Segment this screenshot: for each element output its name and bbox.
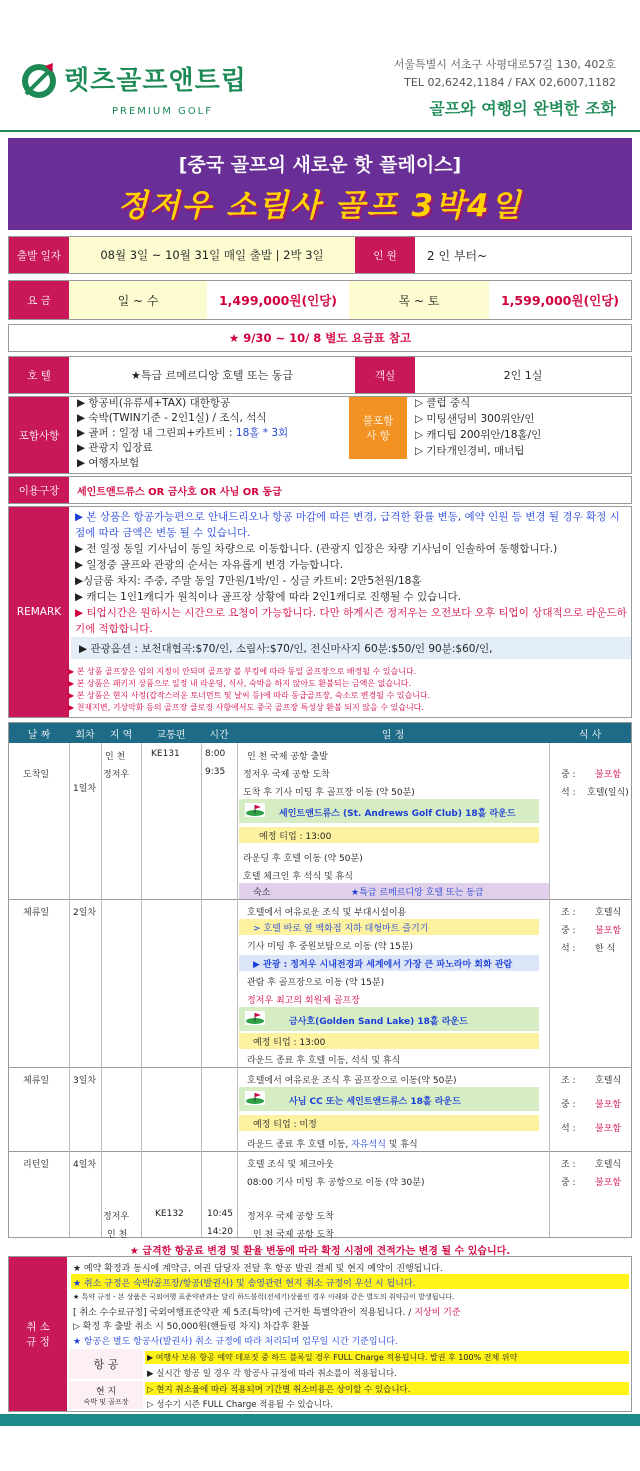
- day1-item7: 호텔 체크인 후 석식 및 휴식: [243, 872, 353, 882]
- day4-item2: 08:00 기사 미팅 후 공항으로 이동 (약 30분): [247, 1178, 425, 1188]
- remark-line-2: ▶ 전 일정 동일 기사님이 동일 차량으로 이동합니다. (관광지 입장은 차량 기사님이 인솔하여 동행합니다.): [75, 543, 558, 555]
- cancel-line-2: ★ 취소 규정은 숙박/골프장/항공(발권사) 및 송영관련 현지 취소 규정이 우선 시 됩니다.: [73, 1279, 416, 1289]
- room-value: 2인 1실: [503, 369, 543, 382]
- day2-item3: 기사 미팅 후 중원보탑으로 이동 (약 15분): [247, 942, 414, 952]
- include-2: ▶ 숙박(TWIN기준 - 2인1실) / 조식, 석식: [77, 412, 267, 424]
- row-divider-2: [9, 1067, 631, 1068]
- local-label: 현 지: [95, 1386, 117, 1397]
- col-line-5: [237, 743, 238, 1237]
- slogan: 골프와 여행의 완벽한 조화: [429, 99, 616, 118]
- banner-subtitle: [중국 골프의 새로운 핫 플레이스]: [178, 154, 462, 176]
- row-divider-3: [9, 1151, 631, 1152]
- col-meals: 식 사: [549, 723, 631, 743]
- day4-item4: 인 천 국제 공항 도착: [253, 1230, 334, 1240]
- day4-t1: 10:45: [207, 1209, 233, 1219]
- day2-item2: > 호텔 바로 옆 백화점 지하 대형마트 즐기기: [253, 924, 429, 934]
- remark-line-3: ▶ 일정중 골프와 관광의 순서는 자유롭게 변경 가능합니다.: [75, 559, 344, 571]
- day4-meal2-label: 중 :: [561, 1178, 576, 1188]
- day2-item5: 관람 후 골프장으로 이동 (약 15분): [247, 978, 385, 988]
- day4-flight: KE132: [155, 1209, 184, 1219]
- golf-flag-icon: [245, 803, 265, 817]
- depart-row: [8, 236, 632, 274]
- day3-meal2: 불포함: [595, 1100, 622, 1110]
- day2-date: 체류일: [23, 908, 50, 918]
- day1-item2: 정저우 국제 공항 도착: [243, 770, 330, 780]
- day3-teeup: 예정 티업 : 미정: [253, 1120, 317, 1130]
- hotel-row: [8, 356, 632, 394]
- col-time: 시간: [201, 723, 237, 743]
- course-value: 세인트앤드류스 OR 금사호 OR 사님 OR 동급: [77, 486, 282, 498]
- cancel-line-6: ★ 항공은 별도 항공사(발권사) 취소 규정에 따라 처리되며 업무일 시간 기준입니다.: [73, 1337, 398, 1347]
- col-day: 회차: [69, 723, 101, 743]
- day1-t2: 9:35: [205, 767, 226, 777]
- price-note-row: [8, 324, 632, 352]
- day3-meal2-label: 중 :: [561, 1100, 576, 1110]
- exclude-4: ▷ 기타개인경비, 매너팁: [415, 445, 525, 457]
- cancel-line-5: ▷ 확정 후 출발 취소 시 50,000원(핸들링 차지) 차감후 환불: [73, 1322, 310, 1332]
- col-date: 날 짜: [9, 723, 69, 743]
- day4-n: 4일차: [73, 1160, 97, 1170]
- include-5: ▶ 여행자보험: [77, 457, 140, 469]
- day4-meal1: 호텔식: [595, 1160, 622, 1170]
- weekend-label: 목 ~ 토: [349, 281, 489, 319]
- day3-meal1-label: 조 :: [561, 1076, 576, 1086]
- day2-item4: ▶ 관광 : 정저우 시내전경과 세계에서 가장 큰 파노라마 회화 관람: [253, 960, 513, 970]
- day1-meal1: 불포함: [595, 770, 622, 780]
- day1-city2: 정저우: [103, 770, 130, 780]
- small-note-1: ▶ 본 상품 골프장은 임의 지정이 안되며 골프장 볼 부킹에 따라 동일 골프장으로 배정될 수 있습니다.: [68, 667, 417, 676]
- col-line-4: [201, 743, 202, 1237]
- day4-city2: 인 천: [107, 1230, 128, 1240]
- golf-flag-icon-3: [245, 1091, 265, 1105]
- weekend-price: 1,599,000원(인당): [500, 293, 620, 308]
- day2-meal2: 불포함: [595, 926, 622, 936]
- day4-item3: 정저우 국제 공항 도착: [247, 1212, 334, 1222]
- day4-date: 리턴일: [23, 1160, 50, 1170]
- row-divider-1: [9, 899, 631, 900]
- day2-meal2-label: 중 :: [561, 926, 576, 936]
- excludes-label: 불포함 사 항: [349, 397, 407, 459]
- hotel-label: 호 텔: [9, 357, 69, 393]
- day1-item3: 도착 후 기사 미팅 후 골프장 이동 (약 50분): [243, 788, 415, 798]
- day1-flight: KE131: [151, 749, 180, 759]
- small-note-2: ▶ 본 상품은 패키지 상품으로 일정 내 라운딩, 식사, 숙박을 하지 않아도 환불되는 금액은 없습니다.: [68, 679, 412, 688]
- course-label: 이용구장: [9, 477, 69, 503]
- local-sub: 숙박 및 골프장: [83, 1397, 129, 1406]
- depart-label: 출발 일자: [9, 237, 69, 273]
- col-line-3: [141, 743, 142, 1237]
- exclude-1: ▷ 클럽 중식: [415, 397, 471, 409]
- hotel-value: ★특급 르메르디앙 호텔 또는 동급: [131, 369, 293, 382]
- remark-line-1: ▶ 본 상품은 항공가능편으로 안내드리오나 항공 마감에 따른 변경, 급격한 환률 변동, 예약 인원 등 변경 될 경우 확정 시점에 따라 금액은 변동 될 수 있습니다.: [75, 511, 620, 539]
- day3-meal3: 불포함: [595, 1124, 622, 1134]
- weekday-label: 일 ~ 수: [69, 281, 207, 319]
- header-divider: [0, 130, 640, 132]
- col-city: 지 역: [101, 723, 141, 743]
- banner-title: 정저우 소림사 골프 3박4일: [117, 188, 523, 224]
- cancel-line-4-text: [ 취소 수수료규정] 국외여행표준약관 제 5조(특약)에 근거한 특별약관이 적용됩니다. /: [73, 1308, 415, 1318]
- air-line-1: ▶ 여행사 보유 항공 예약 데포짓 중 하드 블록일 경우 FULL Charge 적용됩니다. 발권 후 100% 전체 위약: [147, 1353, 518, 1362]
- pax-label: 인 원: [355, 237, 415, 273]
- includes-label: 포함사항: [9, 397, 69, 473]
- day2-item9: 라운드 종료 후 호텔 이동, 석식 및 휴식: [247, 1056, 401, 1066]
- price-change-notice: ★ 급격한 항공료 변경 및 환율 변동에 따라 확정 시점에 견적가는 변경 될 수 있습니다.: [129, 1246, 511, 1257]
- include-1: ▶ 항공비(유류세+TAX) 대한항공: [77, 397, 231, 409]
- option-line: ▶ 관광옵션 : 보천대협곡:$70/인, 소림사:$70/인, 전신마사지 60분:$50/인 90분:$60/인,: [71, 637, 631, 659]
- exclude-2: ▷ 미팅샌딩비 300위안/인: [415, 413, 535, 425]
- cancel-line-4-red: 지상비 기준: [414, 1308, 461, 1318]
- footer-bar: [0, 1414, 640, 1426]
- day4-item1: 호텔 조식 및 체크아웃: [247, 1160, 334, 1170]
- includes-row: [8, 396, 632, 474]
- header: [0, 0, 640, 140]
- day1-golf: 세인트앤드류스 (St. Andrews Golf Club) 18홀 라운드: [279, 809, 516, 819]
- day2-item1: 호텔에서 여유로운 조식 및 부대시설이용: [247, 908, 407, 918]
- remark-list: [75, 509, 627, 637]
- day3-n: 3일차: [73, 1076, 97, 1086]
- col-transport: 교통편: [141, 723, 201, 743]
- remark-small-notes: [68, 666, 628, 714]
- col-line-1: [69, 743, 70, 1237]
- day1-stay-label: 숙소: [253, 888, 271, 898]
- day3-item4: [247, 1137, 418, 1150]
- price-label: 요 금: [9, 281, 69, 319]
- day1-item1: 인 천 국제 공항 출발: [247, 752, 328, 762]
- day2-teeup: 예정 티업 : 13:00: [253, 1038, 326, 1048]
- remark-label: REMARK: [9, 507, 69, 717]
- tel-fax: TEL 02,6242,1184 / FAX 02,6007,1182: [404, 76, 616, 89]
- logo-subtitle: PREMIUM GOLF: [112, 106, 213, 117]
- day2-n: 2일차: [73, 908, 97, 918]
- day4-meal1-label: 조 :: [561, 1160, 576, 1170]
- day1-city1: 인 천: [105, 752, 126, 762]
- cancel-line-1: ★ 예약 확정과 동시에 계약금, 여권 담당자 전달 후 항공 발권 결제 및 현지 예약이 진행됩니다.: [73, 1264, 443, 1274]
- local-line-1: ▷ 현지 취소율에 따라 적용되며 기간별 취소비용은 상이할 수 있습니다.: [147, 1385, 411, 1395]
- include-4: ▶ 관광지 입장료: [77, 442, 153, 454]
- logo-name: 렛츠골프앤트립: [64, 66, 247, 96]
- title-banner: [8, 138, 632, 230]
- day1-stay-value: ★특급 르메르디앙 호텔 또는 동급: [351, 888, 484, 898]
- cancel-line-3: ★ 특약 규정 - 본 상품은 국외여행 표준약관과는 달리 하드블럭(전세기)상품인 경우 아래와 같은 별도의 취약금이 발생됩니다.: [73, 1293, 455, 1301]
- day2-meal1-label: 조 :: [561, 908, 576, 918]
- air-label: 항 공: [69, 1349, 143, 1379]
- day3-item4-b: 자유석식: [351, 1140, 386, 1150]
- col-itinerary: 일 정: [237, 723, 549, 743]
- day2-meal1: 호텔식: [595, 908, 622, 918]
- air-line-2: ▶ 실시간 항공 일 경우 각 항공사 규정에 따라 취소를이 적용됩니다.: [147, 1369, 397, 1379]
- cancel-policy: [8, 1256, 632, 1412]
- day4-t2: 14:20: [207, 1227, 233, 1237]
- depart-value: 08월 3일 ~ 10월 31일 매일 출발 | 2박 3일: [100, 248, 324, 262]
- include-3: [77, 425, 288, 441]
- include-3-text: ▶ 골퍼 : 일정 내 그린피+카트비 :: [77, 427, 236, 439]
- day3-item4-a: 라운드 종료 후 호텔 이동,: [247, 1140, 352, 1150]
- golf-holes: 18홀 * 3회: [235, 427, 289, 439]
- day1-teeup: 예정 티업 : 13:00: [259, 832, 332, 842]
- remark-line-6: ▶ 티업시간은 원하시는 시간으로 요청이 가능합니다. 다만 하계시즌 정저우는 오전보다 오후 티업이 상대적으로 라운드하기에 적합합니다.: [75, 607, 627, 635]
- day4-meal2: 불포함: [595, 1178, 622, 1188]
- day3-meal3-label: 석 :: [561, 1124, 576, 1134]
- cancel-line-4: [73, 1305, 461, 1318]
- day1-meal2: 호텔(일식): [587, 788, 629, 798]
- day1-t1: 8:00: [205, 749, 226, 759]
- small-note-4: ▶ 천재지변, 기상악화 등의 골프장 클로징 사항에서도 중국 골프장 특성상 환불 되지 않을 수 있습니다.: [68, 703, 424, 712]
- col-line-6: [549, 743, 550, 1237]
- col-line-2: [101, 743, 102, 1237]
- golf-flag-icon-2: [245, 1011, 265, 1025]
- remark-line-4: ▶싱글룸 차지: 주중, 주말 동일 7만원/1박/인 - 싱글 카트비: 2만5천원/18홀: [75, 575, 422, 587]
- cancel-label: 취 소 규 정: [9, 1257, 67, 1411]
- day1-item6: 라운딩 후 호텔 이동 (약 50분): [243, 854, 363, 864]
- day2-meal3: 한 식: [595, 944, 616, 954]
- room-label: 객실: [355, 357, 415, 393]
- day1-n: 1일차: [73, 784, 97, 794]
- pax-value: 2 인 부터~: [415, 237, 631, 273]
- small-note-3: ▶ 본 상품은 현지 사정(갑작스러운 토너먼트 및 날씨 등)에 따라 동급골프장, 숙소로 변경될 수 있습니다.: [68, 691, 431, 700]
- local-label-box: [69, 1381, 143, 1409]
- day2-item6: 정저우 최고의 회원제 골프장: [247, 996, 360, 1006]
- day3-item1: 호텔에서 여유로운 조식 후 골프장으로 이동(약 50분): [247, 1076, 457, 1086]
- weekday-price: 1,499,000원(인당): [218, 293, 338, 308]
- day4-city1: 정저우: [103, 1212, 130, 1222]
- day3-item4-c: 및 휴식: [385, 1140, 418, 1150]
- course-row: [8, 476, 632, 504]
- address: 서울특별시 서초구 사평대로57길 130, 402호: [393, 58, 616, 71]
- remark-line-5: ▶ 캐디는 1인1캐디가 원칙이나 골프장 상황에 따라 2인1캐디로 진행될 수 있습니다.: [75, 591, 461, 603]
- day1-meal1-label: 중 :: [561, 770, 576, 780]
- day3-date: 체류일: [23, 1076, 50, 1086]
- day3-golf: 사님 CC 또는 세인트앤드류스 18홀 라운드: [289, 1097, 461, 1107]
- price-note: ★ 9/30 ~ 10/ 8 별도 요금표 참고: [228, 331, 412, 345]
- day1-date: 도착일: [23, 770, 50, 780]
- day2-meal3-label: 석 :: [561, 944, 576, 954]
- local-line-2: ▷ 성수기 시즌 FULL Charge 적용될 수 있습니다.: [147, 1400, 333, 1410]
- price-row: [8, 280, 632, 320]
- golf-ball-logo-icon: [18, 60, 60, 102]
- day3-meal1: 호텔식: [595, 1076, 622, 1086]
- day1-meal2-label: 석 :: [561, 788, 576, 798]
- day2-golf: 금사호(Golden Sand Lake) 18홀 라운드: [289, 1017, 468, 1027]
- schedule-table: [8, 722, 632, 1238]
- exclude-3: ▷ 캐디팁 200위안/18홀/인: [415, 429, 542, 441]
